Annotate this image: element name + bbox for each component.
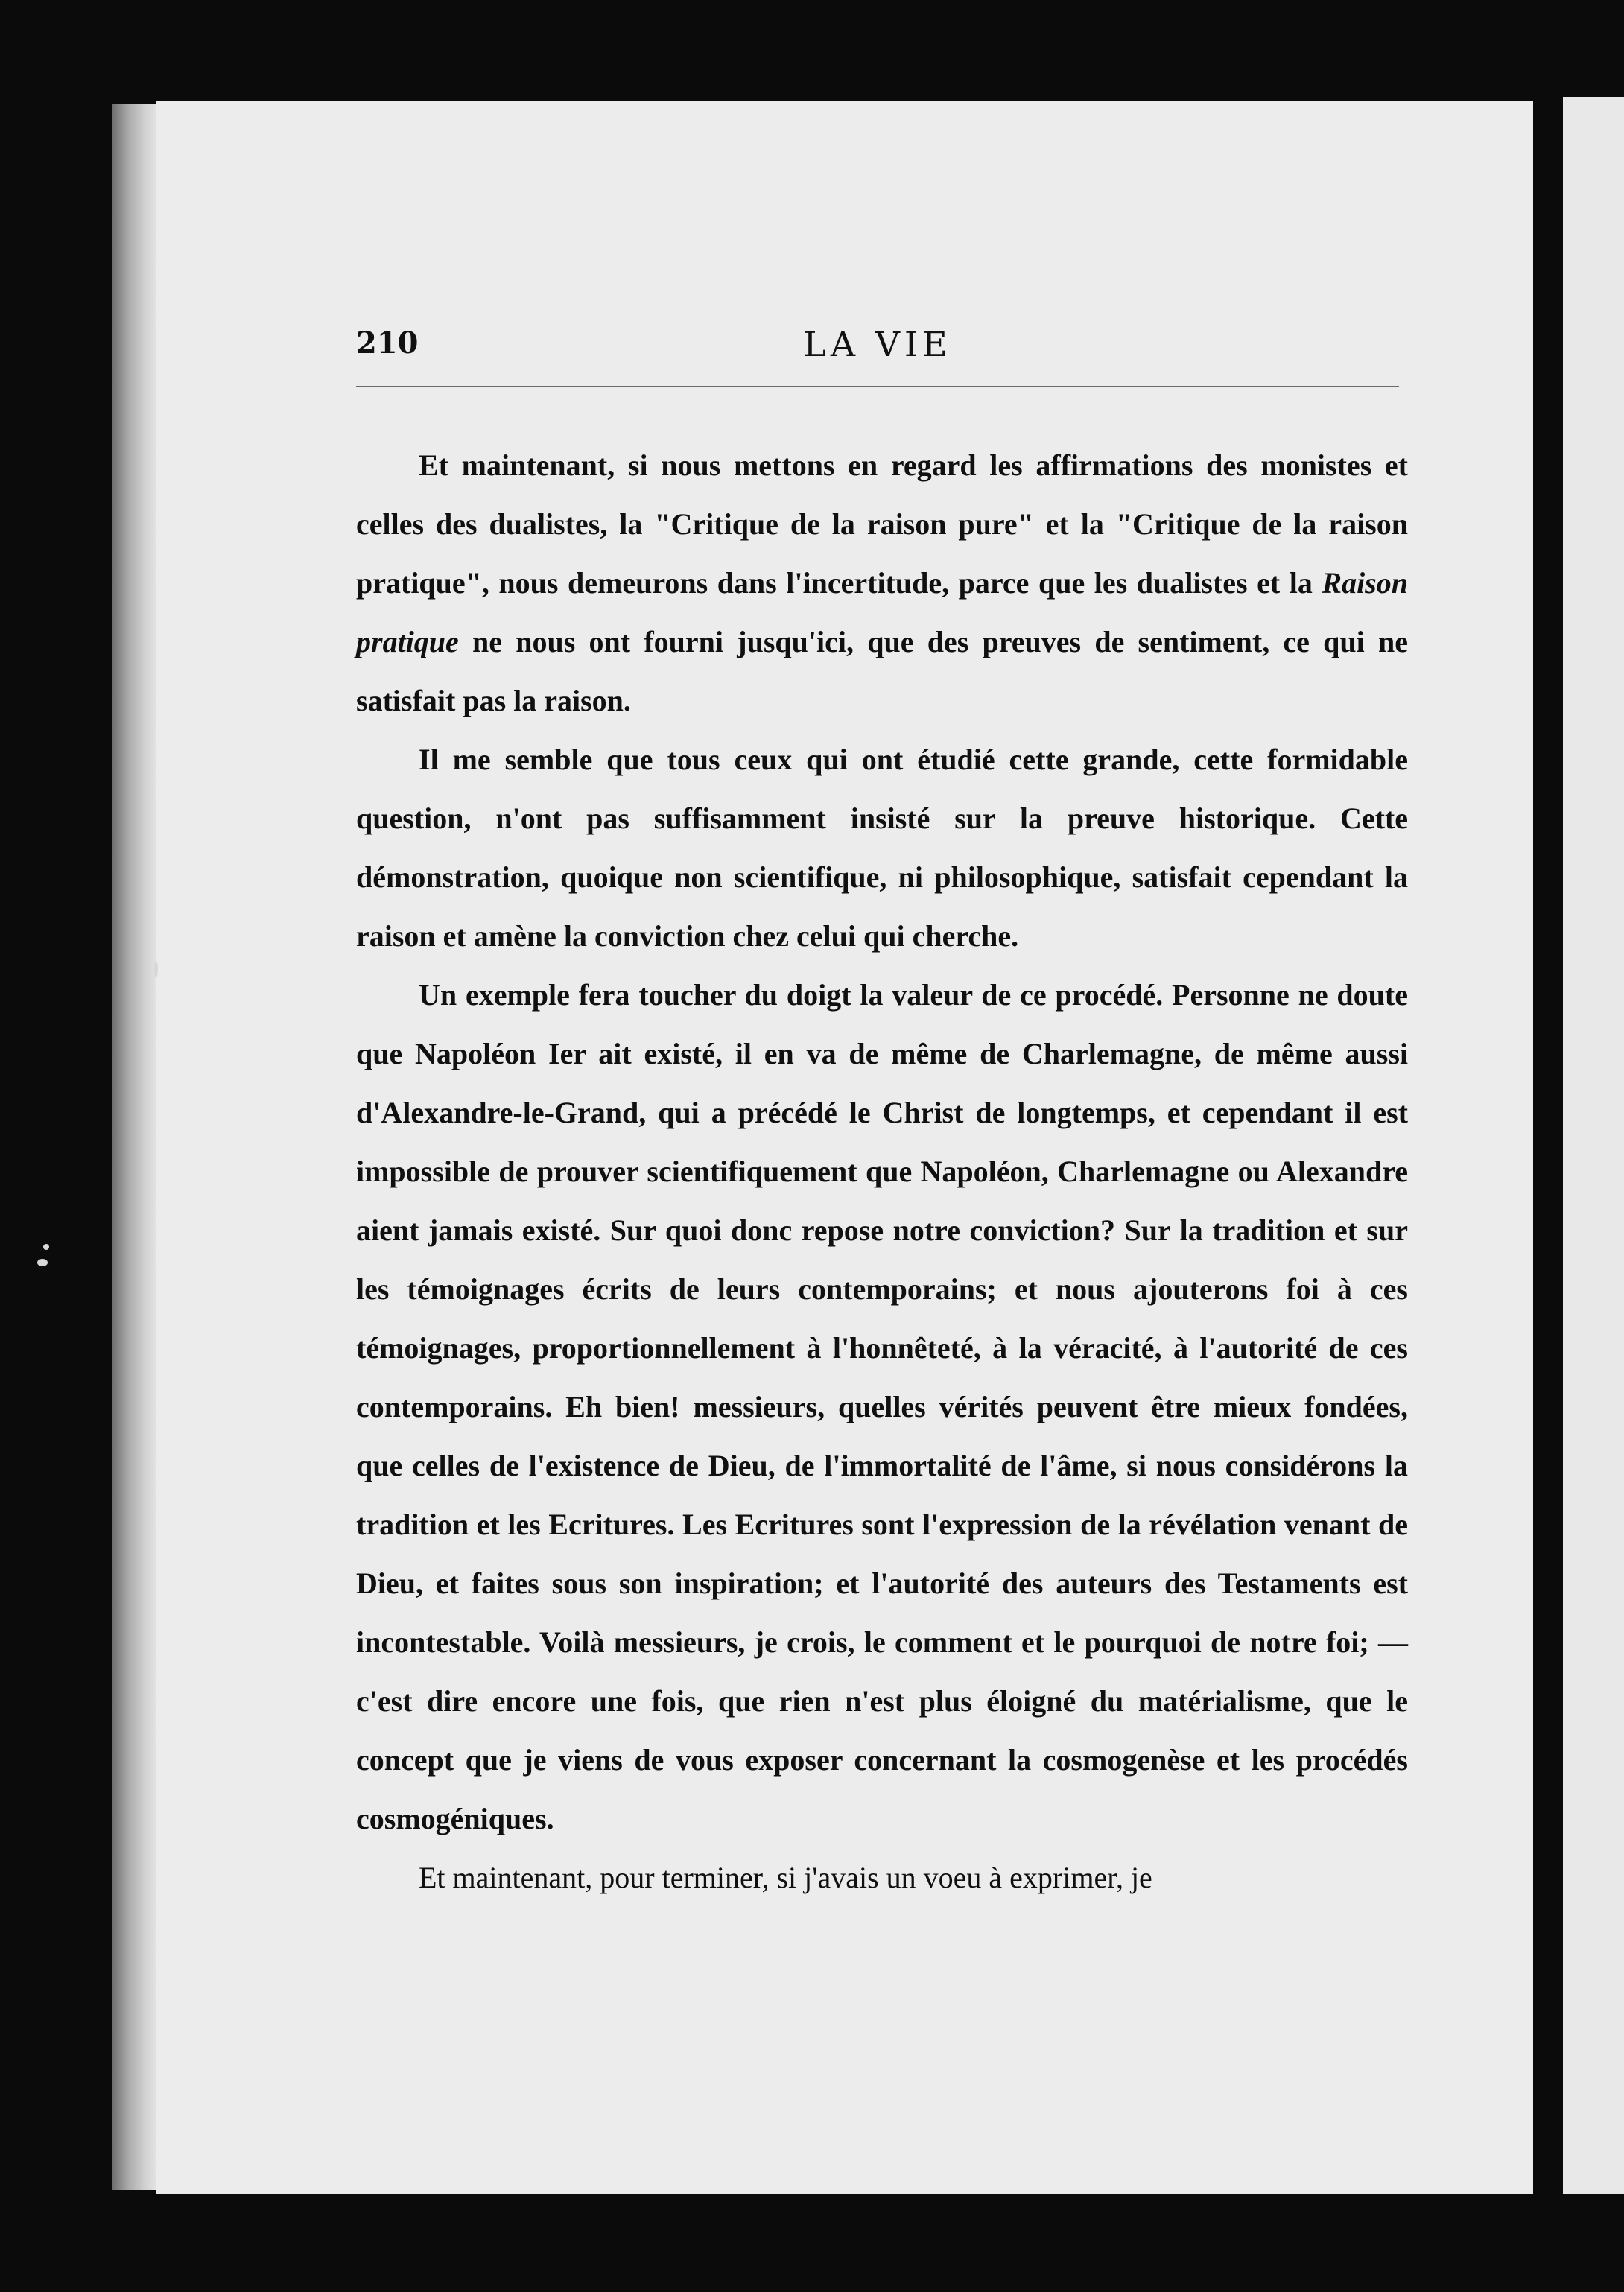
facing-page-edge — [1563, 97, 1624, 2194]
page-number: 210 — [356, 326, 419, 361]
paragraph: Et maintenant, pour terminer, si j'avais un voeu à exprimer, je — [419, 1861, 1152, 1894]
paragraph-text: Et maintenant, si nous mettons en regard les affirmations des monistes et celles des dualistes, la "Critique de la raison pure" et la "Critique de la raison pratique", nous demeurons dans l'incertitude, parce que les dualistes et la — [356, 448, 1408, 600]
header-rule — [356, 386, 1399, 387]
scan-speck — [154, 961, 158, 977]
running-title: LA VIE — [803, 324, 952, 364]
book-spine-shadow — [112, 104, 158, 2190]
paragraph — [356, 436, 1408, 730]
page-header — [356, 317, 1399, 376]
emphasized-title: Raison pratique — [356, 566, 1408, 658]
scan-speck — [43, 1244, 49, 1250]
paragraph: Un exemple fera toucher du doigt la valeur de ce procédé. Personne ne doute que Napoléon Ier ait existé, il en va de même de Charlemagne, de même aussi d'Alexandre-le-Grand, qui a précédé le Christ de longtemps, et cependant il est impossible de prouver scientifiquement que Napoléon, Charlemagne ou Alexandre aient jamais existé. Sur quoi donc repose notre conviction? Sur la tradition et sur les témoignages écrits de leurs contemporains; et nous ajouterons foi à ces témoignages, proportionnellement à l'honnêteté, à la véracité, à l'autorité de ces contemporains. Eh bien! messieurs, quelles vérités peuvent être mieux fondées, que celles de l'existence de Dieu, de l'immortalité de l'âme, si nous considérons la tradition et les Ecritures. Les Ecritures sont l'expression de la révélation venant de Dieu, et faites sous son inspiration; et l'autorité des auteurs des Testaments est incontestable. Voilà messieurs, je crois, le comment et le pourquoi de notre foi; — c'est dire encore une fois, que rien n'est plus éloigné du matérialisme, que le concept que je viens de vous exposer concernant la cosmogenèse et les procédés cosmogéniques. — [356, 978, 1408, 1835]
paragraph-text: ne nous ont fourni jusqu'ici, que des preuves de sentiment, ce qui ne satisfait pas la raison. — [356, 625, 1408, 717]
scan-speck — [37, 1259, 48, 1266]
body-text — [356, 436, 1408, 1907]
paragraph: Il me semble que tous ceux qui ont étudié cette grande, cette formidable question, n'ont pas suffisamment insisté sur la preuve historique. Cette démonstration, quoique non scientifique, ni philosophique, satisfait cependant la raison et amène la conviction chez celui qui cherche. — [356, 743, 1408, 953]
